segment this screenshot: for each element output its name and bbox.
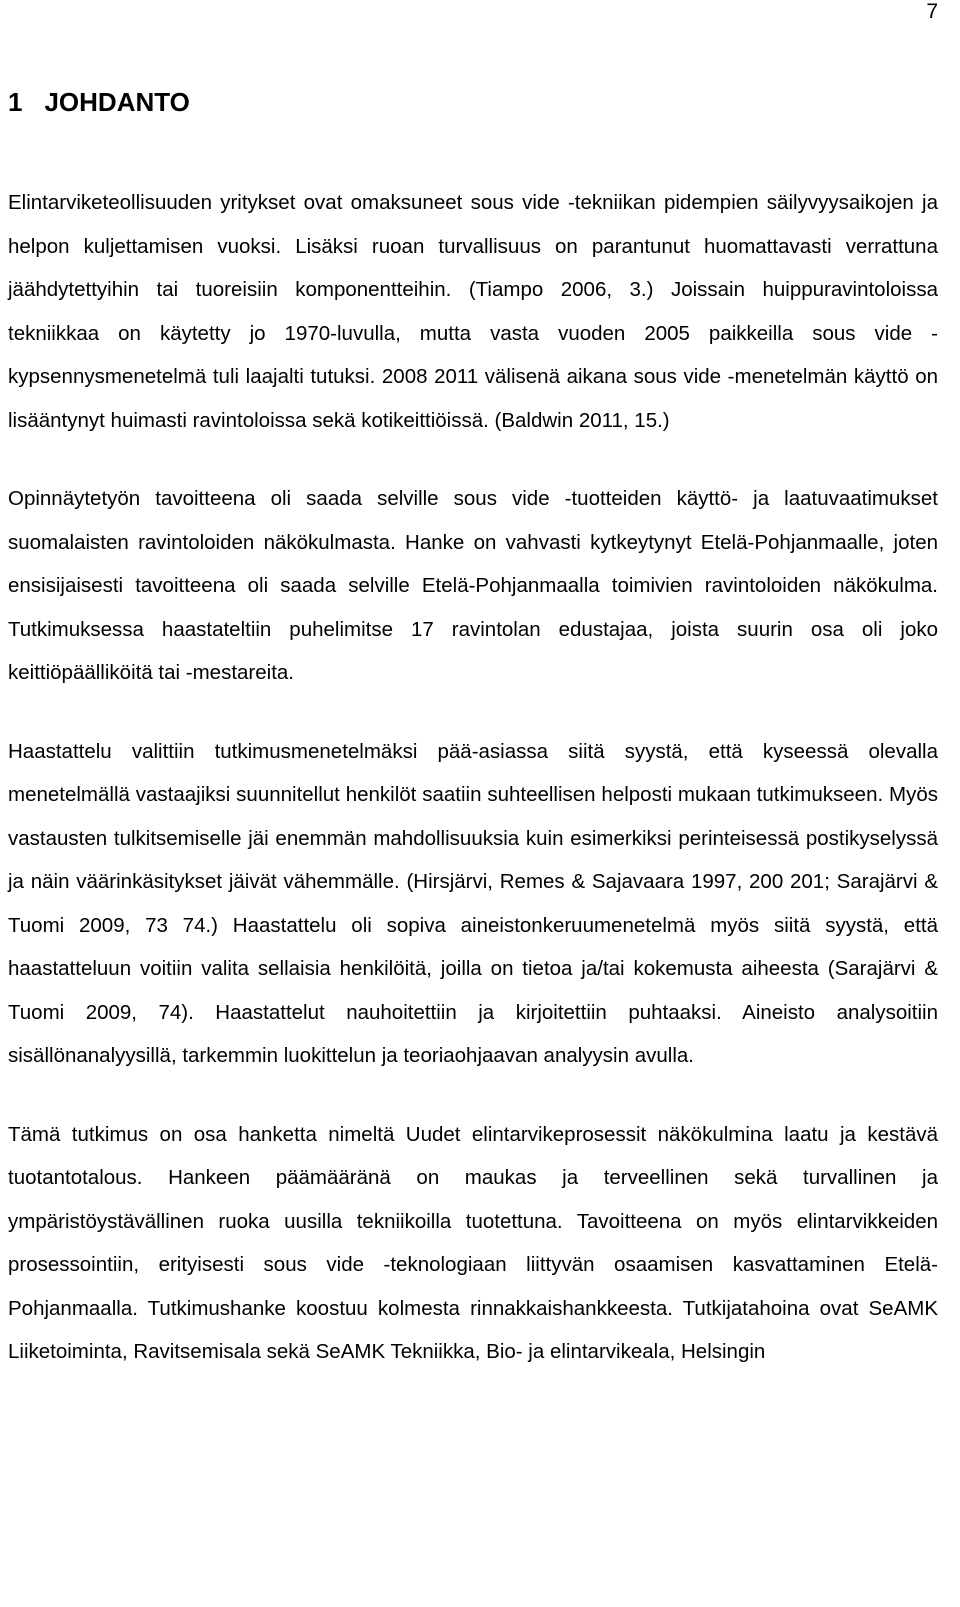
- paragraph-4: Tämä tutkimus on osa hanketta nimeltä Uudet elintarvikeprosessit näkökulmina laatu ja kestävä tuotantotalous. Hankeen päämääränä on maukas ja terveellinen sekä turvallinen ja ympäristöystävällinen ruoka uusilla tekniikoilla tuotettuna. Tavoitteena on myös elintarvikkeiden prosessointiin, erityisesti sous vide -teknologiaan liittyvän osaamisen kasvattaminen Etelä-Pohjanmaalla. Tutkimushanke koostuu kolmesta rinnakkaishankkeesta. Tutkijatahoina ovat SeAMK Liiketoiminta, Ravitsemisala sekä SeAMK Tekniikka, Bio- ja elintarvikeala, Helsingin: [8, 1122, 938, 1363]
- chapter-heading: [8, 84, 190, 120]
- paragraph-2: Opinnäytetyön tavoitteena oli saada selville sous vide -tuotteiden käyttö- ja laatuvaatimukset suomalaisten ravintoloiden näkökulmasta. Hanke on vahvasti kytkeytynyt Etelä-Pohjanmaalle, joten ensisijaisesti tavoitteena oli saada selville Etelä-Pohjanmaalla toimivien ravintoloiden näkökulma. Tutkimuksessa haastateltiin puhelimitse 17 ravintolan edustajaa, joista suurin osa oli joko keittiöpäälliköitä tai -mestareita.: [8, 487, 938, 684]
- paragraph-1: Elintarviketeollisuuden yritykset ovat omaksuneet sous vide -tekniikan pidempien säilyvyysaikojen ja helpon kuljettamisen vuoksi. Lisäksi ruoan turvallisuus on parantunut huomattavasti verrattuna jäähdytettyihin tai tuoreisiin komponentteihin. (Tiampo 2006, 3.) Joissain huippuravintoloissa tekniikkaa on käytetty jo 1970-luvulla, mutta vasta vuoden 2005 paikkeilla sous vide -kypsennysmenetelmä tuli laajalti tutuksi. 2008 2011 välisenä aikana sous vide -menetelmän käyttö on lisääntynyt huimasti ravintoloissa sekä kotikeittiöissä. (Baldwin 2011, 15.): [8, 191, 938, 432]
- document-body: [8, 181, 938, 1374]
- paragraph-3: Haastattelu valittiin tutkimusmenetelmäksi pää-asiassa siitä syystä, että kyseessä olevalla menetelmällä vastaajiksi suunnitellut henkilöt saatiin suhteellisen helposti mukaan tutkimukseen. Myös vastausten tulkitsemiselle jäi enemmän mahdollisuuksia kuin esimerkiksi perinteisessä postikyselyssä ja näin väärinkäsitykset jäivät vähemmälle. (Hirsjärvi, Remes & Sajavaara 1997, 200 201; Sarajärvi & Tuomi 2009, 73 74.) Haastattelu oli sopiva aineistonkeruumenetelmä myös siitä syystä, että haastatteluun voitiin valita sellaisia henkilöitä, joilla on tietoa ja/tai kokemusta aiheesta (Sarajärvi & Tuomi 2009, 74). Haastattelut nauhoitettiin ja kirjoitettiin puhtaaksi. Aineisto analysoitiin sisällönanalyysillä, tarkemmin luokittelun ja teoriaohjaavan analyysin avulla.: [8, 739, 938, 1067]
- page-number: 7: [926, 0, 938, 23]
- chapter-number: 1: [8, 87, 23, 117]
- chapter-title: JOHDANTO: [44, 87, 190, 117]
